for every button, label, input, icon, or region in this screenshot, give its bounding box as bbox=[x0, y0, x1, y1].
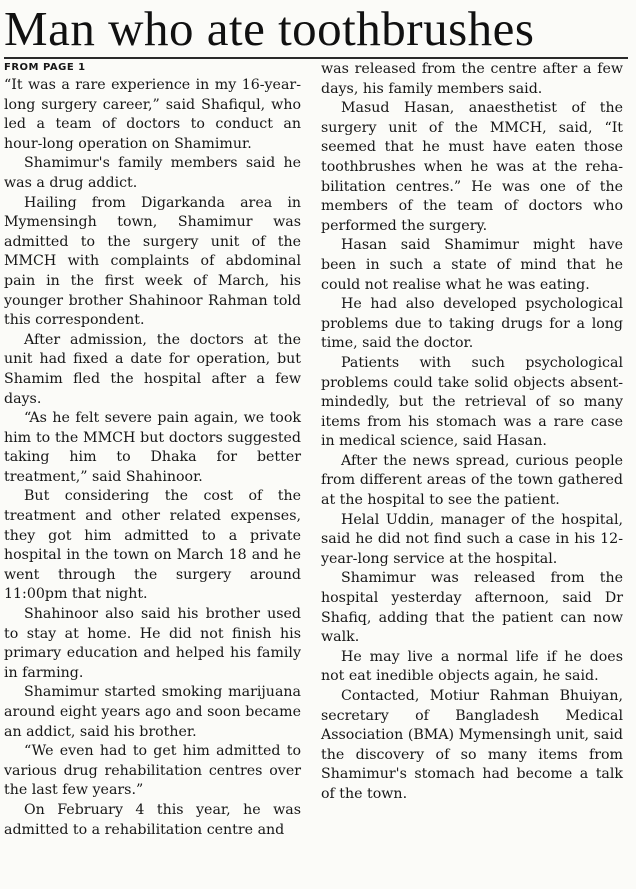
article-paragraph: Hasan said Shamimur might have been in such a state of mind that he could not realise what he was eating. bbox=[321, 237, 623, 293]
article-paragraph: Shamimur's family members said he was a drug addict. bbox=[4, 155, 301, 191]
article-paragraph: “As he felt severe pain again, we took him to the MMCH but doctors suggested taking him to Dhaka for better treatment,” said Shahinoor. bbox=[4, 410, 301, 485]
headline-divider bbox=[4, 57, 628, 59]
article-paragraph: He may live a normal life if he does not eat inedible objects again, he said. bbox=[321, 648, 623, 685]
article-paragraph: Shamimur was released from the hospital yesterday afternoon, said Dr Shafiq, adding that the patient can now walk. bbox=[321, 570, 623, 646]
article-paragraph: Patients with such psychological problems could take solid objects absent-mindedly, but the retrieval of so many items from his stomach was a rare case in medical science, said Hasan. bbox=[321, 354, 623, 450]
article-paragraph: Shamimur started smoking marijuana around eight years ago and soon became an addict, said his brother. bbox=[4, 684, 301, 740]
article-paragraph: But considering the cost of the treatment and other related expenses, they got him admitted to a private hospital in the town on March 18 and he went through the surgery around 11:00pm that night. bbox=[4, 488, 301, 603]
article-paragraph: Masud Hasan, anaesthetist of the surgery unit of the MMCH, said, “It seemed that he must have eaten those toothbrushes when he was at the rehabilitation centres.” He was one of the members of the team of doctors who performed the surgery. bbox=[321, 100, 623, 234]
article-paragraph: Contacted, Motiur Rahman Bhuiyan, secretary of Bangladesh Medical Association (BMA) Mymensingh unit, said the discovery of so many items from Shamimur's stomach had become a talk of the town. bbox=[321, 688, 623, 802]
article-paragraph: On February 4 this year, he was admitted to a rehabilitation centre and bbox=[4, 801, 301, 838]
article-paragraph: “We even had to get him admitted to various drug rehabilitation centres over the last few years.” bbox=[4, 743, 301, 799]
article-paragraph: Hailing from Digarkanda area in Mymensingh town, Shamimur was admitted to the surgery unit of the MMCH with complaints of abdominal pain in the first week of March, his younger brother Shahinoor Rahman told this correspondent. bbox=[4, 194, 301, 329]
article-paragraph: Helal Uddin, manager of the hospital, said he did not find such a case in his 12-year-long service at the hospital. bbox=[321, 511, 623, 567]
article-paragraph: After admission, the doctors at the unit had fixed a date for operation, but Shamim fled the hospital after a few days. bbox=[4, 331, 301, 407]
article-paragraph: was released from the centre after a few days, his family members said. bbox=[321, 61, 623, 97]
article-paragraph: Shahinoor also said his brother used to stay at home. He did not finish his primary education and helped his family in farming. bbox=[4, 606, 301, 681]
continuation-kicker: FROM PAGE 1 bbox=[4, 62, 86, 73]
article-paragraph: He had also developed psychological problems due to taking drugs for a long time, said the doctor. bbox=[321, 296, 623, 352]
article-paragraph: After the news spread, curious people from different areas of the town gathered at the hospital to see the patient. bbox=[321, 452, 623, 509]
article-column-left bbox=[4, 60, 301, 840]
article-headline: Man who ate toothbrushes bbox=[4, 1, 535, 56]
article-column-right bbox=[321, 60, 623, 805]
article-paragraph: “It was a rare experience in my 16-year-long surgery career,” said Shafiqul, who led a team of doctors to conduct an hour-long operation on Shamimur. bbox=[4, 77, 301, 152]
